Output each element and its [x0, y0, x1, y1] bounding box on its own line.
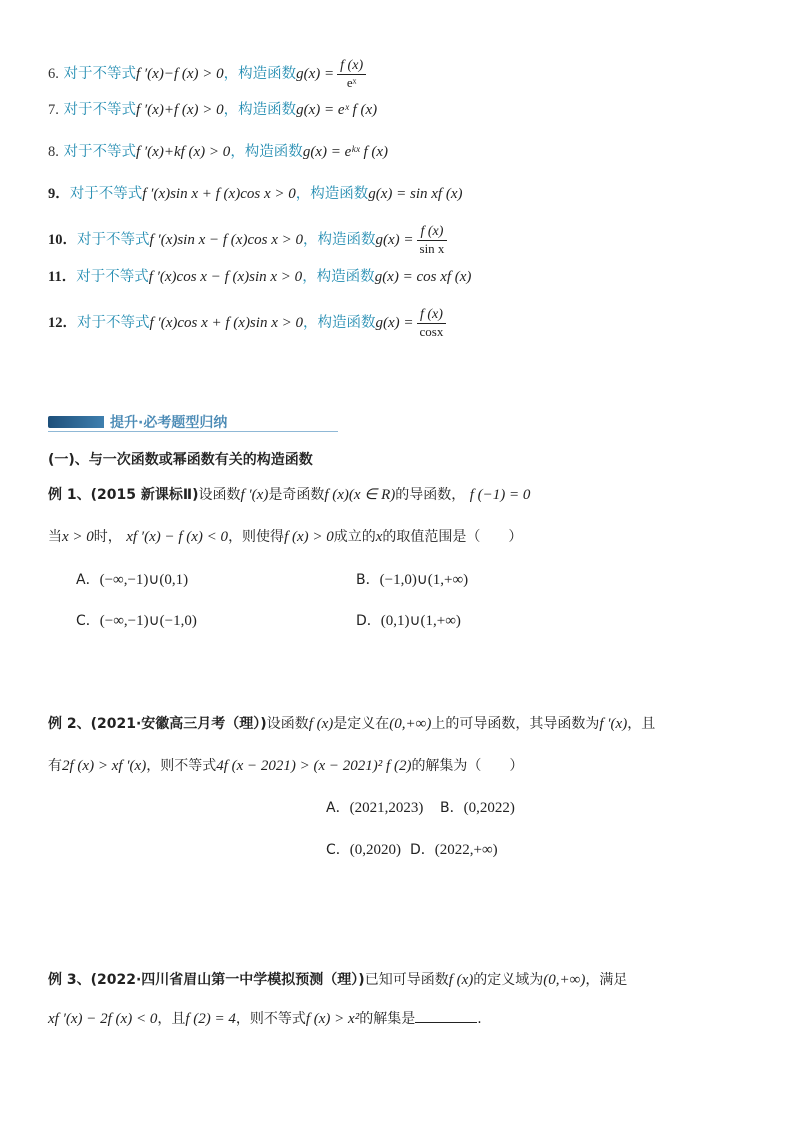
option-value: (2022,+∞) [434, 842, 498, 858]
rule-fraction [337, 58, 366, 90]
subheading: (一)、与一次函数或幂函数有关的构造函数 [48, 452, 313, 468]
example-text: 的导函数， [395, 487, 466, 503]
math-expression: f ′(x) [599, 716, 628, 732]
rule-number: 10． [48, 232, 77, 248]
math-expression: xf ′(x) − f (x) < 0 [126, 529, 229, 545]
rule-g: g(x) = [375, 232, 414, 248]
math-expression: f ′(x) [240, 487, 269, 503]
math-expression: f (x) > 0 [284, 529, 334, 545]
rule-inequality: f ′(x)sin x − f (x)cos x > 0 [149, 232, 303, 248]
math-expression: (0,+∞) [389, 716, 432, 732]
fraction-denominator: eˣ [346, 75, 357, 90]
example-text: 的取值范围是（ ） [382, 529, 523, 545]
option-value: (−1,0)∪(1,+∞) [379, 572, 469, 588]
option-label: B． [356, 572, 380, 588]
example-text: . [477, 1011, 482, 1027]
rule-text: 对于不等式 [63, 102, 136, 118]
rule-g: g(x) = eᵏˣ f (x) [302, 144, 389, 160]
rule-text: 对于不等式 [63, 66, 136, 82]
rule-11 [48, 267, 471, 287]
rule-8 [48, 142, 388, 162]
example-text: 有 [48, 758, 62, 774]
rule-inequality: f ′(x)sin x + f (x)cos x > 0 [142, 186, 296, 202]
example-text: 上的可导函数，其导函数为 [431, 716, 600, 732]
example-text: 成立的 [333, 529, 376, 545]
rule-number: 9． [48, 186, 70, 202]
math-expression: x [375, 529, 383, 545]
section-divider [48, 431, 338, 432]
rule-12 [48, 307, 446, 339]
example-text: 设函数 [266, 716, 309, 732]
rule-g: g(x) = cos xf (x) [374, 269, 472, 285]
example-1-stem [48, 485, 530, 505]
rule-text: 对于不等式 [77, 232, 150, 248]
rule-10 [48, 224, 447, 256]
example-3-stem-line2 [48, 1008, 482, 1029]
fraction-numerator: f (x) [417, 224, 448, 241]
section-title: 提升·必考题型归纳 [110, 415, 228, 431]
math-expression: x > 0 [62, 529, 94, 545]
section-header [48, 412, 338, 432]
rule-g: g(x) = [296, 66, 335, 82]
rule-inequality: f ′(x)+f (x) > 0 [135, 102, 224, 118]
rule-text: 对于不等式 [77, 315, 150, 331]
rule-number: 11． [48, 269, 77, 285]
answer-blank[interactable] [415, 1008, 477, 1023]
example-text: 的定义域为 [473, 972, 544, 988]
option-label: D． [356, 613, 381, 629]
example-2-option-b[interactable] [440, 797, 515, 817]
example-text: 当 [48, 529, 62, 545]
option-value: (0,2022) [463, 800, 515, 816]
math-expression: xf ′(x) − 2f (x) < 0 [48, 1011, 158, 1027]
rule-fraction [417, 307, 447, 339]
rule-sep: ，构造函数 [302, 232, 376, 248]
rule-sep: ，构造函数 [302, 269, 375, 285]
option-value: (0,1)∪(1,+∞) [380, 613, 461, 629]
example-text: ，且 [157, 1011, 186, 1027]
example-text: 已知可导函数 [364, 972, 449, 988]
example-text: 的解集是 [359, 1011, 416, 1027]
rule-sep: ，构造函数 [295, 186, 369, 202]
option-label: B． [440, 800, 464, 816]
example-text: ，则不等式 [146, 758, 217, 774]
example-2-stem-line2 [48, 756, 523, 776]
option-value: (−∞,−1)∪(−1,0) [99, 613, 197, 629]
example-2-stem [48, 714, 655, 734]
example-text: 的解集为（ ） [411, 758, 524, 774]
rule-inequality: f ′(x)+kf (x) > 0 [135, 144, 231, 160]
math-expression: 2f (x) > xf ′(x) [62, 758, 147, 774]
math-expression: 4f (x − 2021) > (x − 2021)² f (2) [216, 758, 412, 774]
example-text: 是奇函数 [268, 487, 325, 503]
rule-inequality: f ′(x)−f (x) > 0 [135, 66, 224, 82]
example-2-option-d[interactable] [410, 839, 498, 859]
math-expression: f (x) > x² [305, 1011, 360, 1027]
rule-fraction [417, 224, 448, 256]
rule-7 [48, 100, 377, 120]
rule-g: g(x) = sin xf (x) [368, 186, 463, 202]
example-text: ，满足 [585, 972, 628, 988]
example-text: 设函数 [198, 487, 241, 503]
option-label: C． [326, 842, 350, 858]
rule-number: 6. [48, 66, 59, 82]
rule-number: 8. [48, 144, 59, 160]
rule-sep: ，构造函数 [302, 315, 376, 331]
example-1-option-d[interactable] [356, 610, 461, 630]
example-2-option-a[interactable] [326, 797, 423, 817]
option-label: D． [410, 842, 435, 858]
rule-number: 7. [48, 102, 59, 118]
math-expression: f (x) [308, 716, 334, 732]
rule-number: 12． [48, 315, 77, 331]
option-label: A． [76, 572, 100, 588]
rule-sep: ，构造函数 [223, 66, 297, 82]
math-expression: f (−1) = 0 [469, 487, 531, 503]
example-text: ，则使得 [228, 529, 285, 545]
fraction-numerator: f (x) [337, 58, 366, 75]
example-text: ，且 [627, 716, 656, 732]
math-expression: f (x) [448, 972, 474, 988]
rule-sep: ，构造函数 [230, 144, 303, 160]
rule-text: 对于不等式 [63, 144, 136, 160]
rule-6 [48, 58, 366, 90]
rule-g: g(x) = [375, 315, 414, 331]
fraction-denominator: sin x [419, 241, 445, 256]
example-text: ，则不等式 [235, 1011, 306, 1027]
math-expression: f (x)(x ∈ R) [324, 487, 396, 503]
example-2-option-c[interactable] [326, 839, 401, 859]
option-label: A． [326, 800, 350, 816]
section-header-decoration [48, 416, 104, 428]
example-1-option-a[interactable] [76, 569, 188, 589]
example-2-label: 例 2、(2021·安徽高三月考（理）) [48, 716, 267, 732]
example-1-option-c[interactable] [76, 610, 197, 630]
example-1-option-b[interactable] [356, 569, 468, 589]
example-text: 是定义在 [333, 716, 390, 732]
example-3-label: 例 3、(2022·四川省眉山第一中学模拟预测（理）) [48, 972, 365, 988]
option-value: (−∞,−1)∪(0,1) [99, 572, 189, 588]
option-value: (0,2020) [349, 842, 402, 858]
rule-text: 对于不等式 [76, 269, 149, 285]
rule-inequality: f ′(x)cos x + f (x)sin x > 0 [149, 315, 303, 331]
rule-g: g(x) = eˣ f (x) [296, 102, 378, 118]
math-expression: (0,+∞) [543, 972, 586, 988]
rule-inequality: f ′(x)cos x − f (x)sin x > 0 [148, 269, 303, 285]
rule-9 [48, 184, 462, 204]
option-label: C． [76, 613, 100, 629]
option-value: (2021,2023) [349, 800, 424, 816]
math-expression: f (2) = 4 [185, 1011, 236, 1027]
fraction-denominator: cosx [419, 324, 444, 339]
example-1-label: 例 1、(2015 新课标Ⅱ) [48, 487, 199, 503]
example-text: 时， [93, 529, 122, 545]
example-1-stem-line2 [48, 527, 522, 547]
rule-sep: ，构造函数 [223, 102, 297, 118]
fraction-numerator: f (x) [417, 307, 447, 324]
example-3-stem [48, 970, 627, 990]
rule-text: 对于不等式 [69, 186, 143, 202]
